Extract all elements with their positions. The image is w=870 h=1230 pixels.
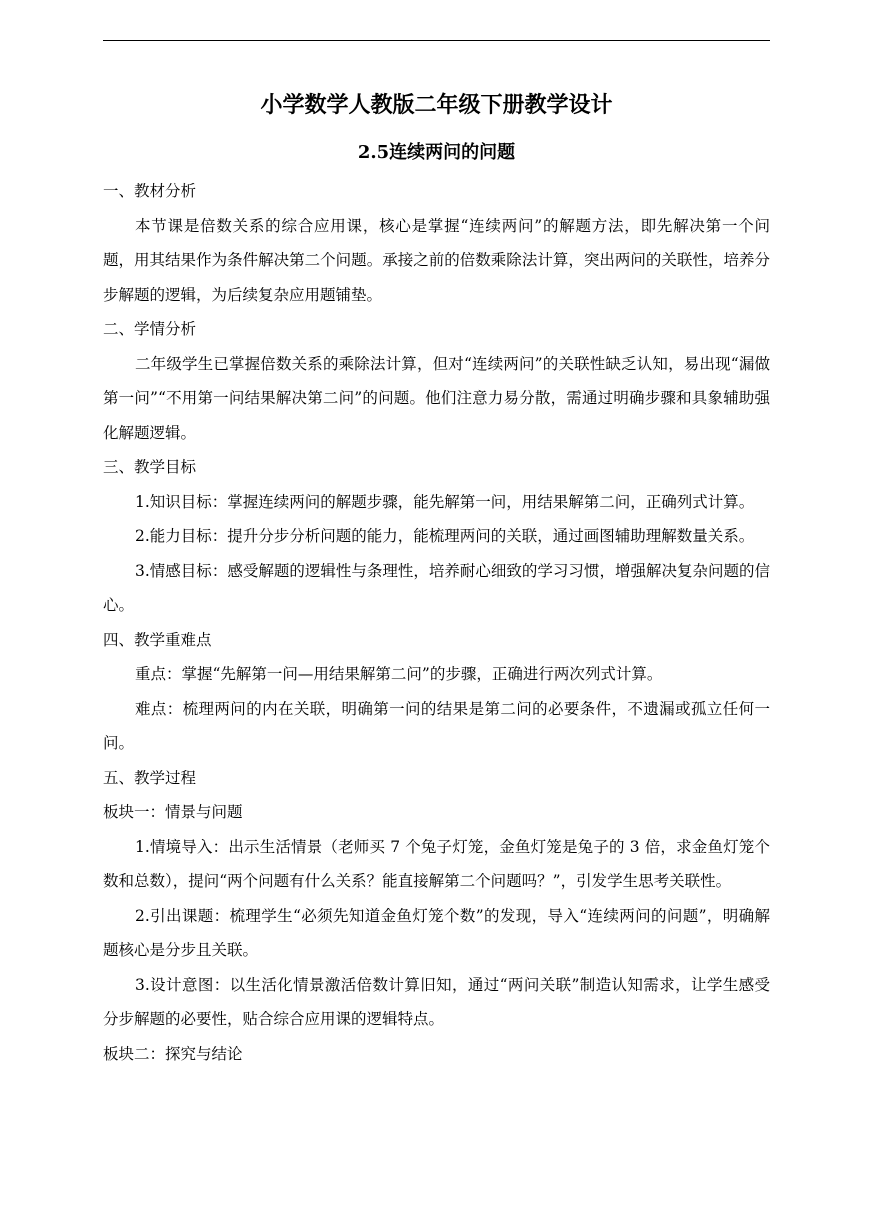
section-heading-teaching-process: 五、教学过程 (103, 768, 197, 787)
section-heading-student-analysis: 二、学情分析 (103, 320, 197, 338)
section-heading-textbook-analysis: 一、教材分析 (103, 182, 197, 200)
paragraph-design-intent: 3.设计意图：以生活化情景激活倍数计算旧知，通过“两问关联”制造认知需求，让学生感受分步解题的必要性，贴合综合应用课的逻辑特点。 (103, 975, 770, 1028)
document-title: 小学数学人教版二年级下册教学设计 (260, 92, 613, 118)
subsection-heading-exploration: 板块二：探究与结论 (103, 1044, 243, 1063)
paragraph-scenario-intro: 1.情境导入：出示生活情景（老师买 7 个兔子灯笼，金鱼灯笼是兔子的 3 倍，求金鱼灯笼个数和总数），提问“两个问题有什么关系？能直接解第二个问题吗？”，引发学生思考关联性。 (103, 837, 770, 890)
paragraph-ability-goal: 2.能力目标：提升分步分析问题的能力，能梳理两问的关联，通过画图辅助理解数量关系。 (135, 527, 755, 545)
header-rule (103, 40, 770, 41)
document-body (103, 86, 770, 1071)
paragraph-topic-intro: 2.引出课题：梳理学生“必须先知道金鱼灯笼个数”的发现，导入“连续两问的问题”，明确解题核心是分步且关联。 (103, 906, 770, 959)
paragraph-difficulty: 难点：梳理两问的内在关联，明确第一问的结果是第二问的必要条件，不遗漏或孤立任何一问。 (103, 699, 770, 752)
section-heading-teaching-goals: 三、教学目标 (103, 458, 197, 476)
subsection-heading-scenario: 板块一：情景与问题 (103, 803, 243, 821)
lesson-title: 2.5连续两问的问题 (357, 142, 516, 163)
paragraph-student-analysis: 二年级学生已掌握倍数关系的乘除法计算，但对“连续两问”的关联性缺乏认知，易出现“漏做第一问”“不用第一问结果解决第二问”的问题。他们注意力易分散，需通过明确步骤和具象辅助强化解题逻辑。 (103, 354, 770, 442)
paragraph-key-point: 重点：掌握“先解第一问—用结果解第二问”的步骤，正确进行两次列式计算。 (135, 665, 663, 683)
paragraph-emotion-goal: 3.情感目标：感受解题的逻辑性与条理性，培养耐心细致的学习习惯，增强解决复杂问题的信心。 (103, 561, 770, 614)
section-heading-key-difficulties: 四、教学重难点 (103, 630, 212, 649)
paragraph-knowledge-goal: 1.知识目标：掌握连续两问的解题步骤，能先解第一问，用结果解第二问，正确列式计算。 (135, 492, 755, 511)
paragraph-textbook-analysis: 本节课是倍数关系的综合应用课，核心是掌握“连续两问”的解题方法，即先解决第一个问题，用其结果作为条件解决第二个问题。承接之前的倍数乘除法计算，突出两问的关联性，培养分步解题的逻辑，为后续复杂应用题铺垫。 (103, 216, 770, 304)
